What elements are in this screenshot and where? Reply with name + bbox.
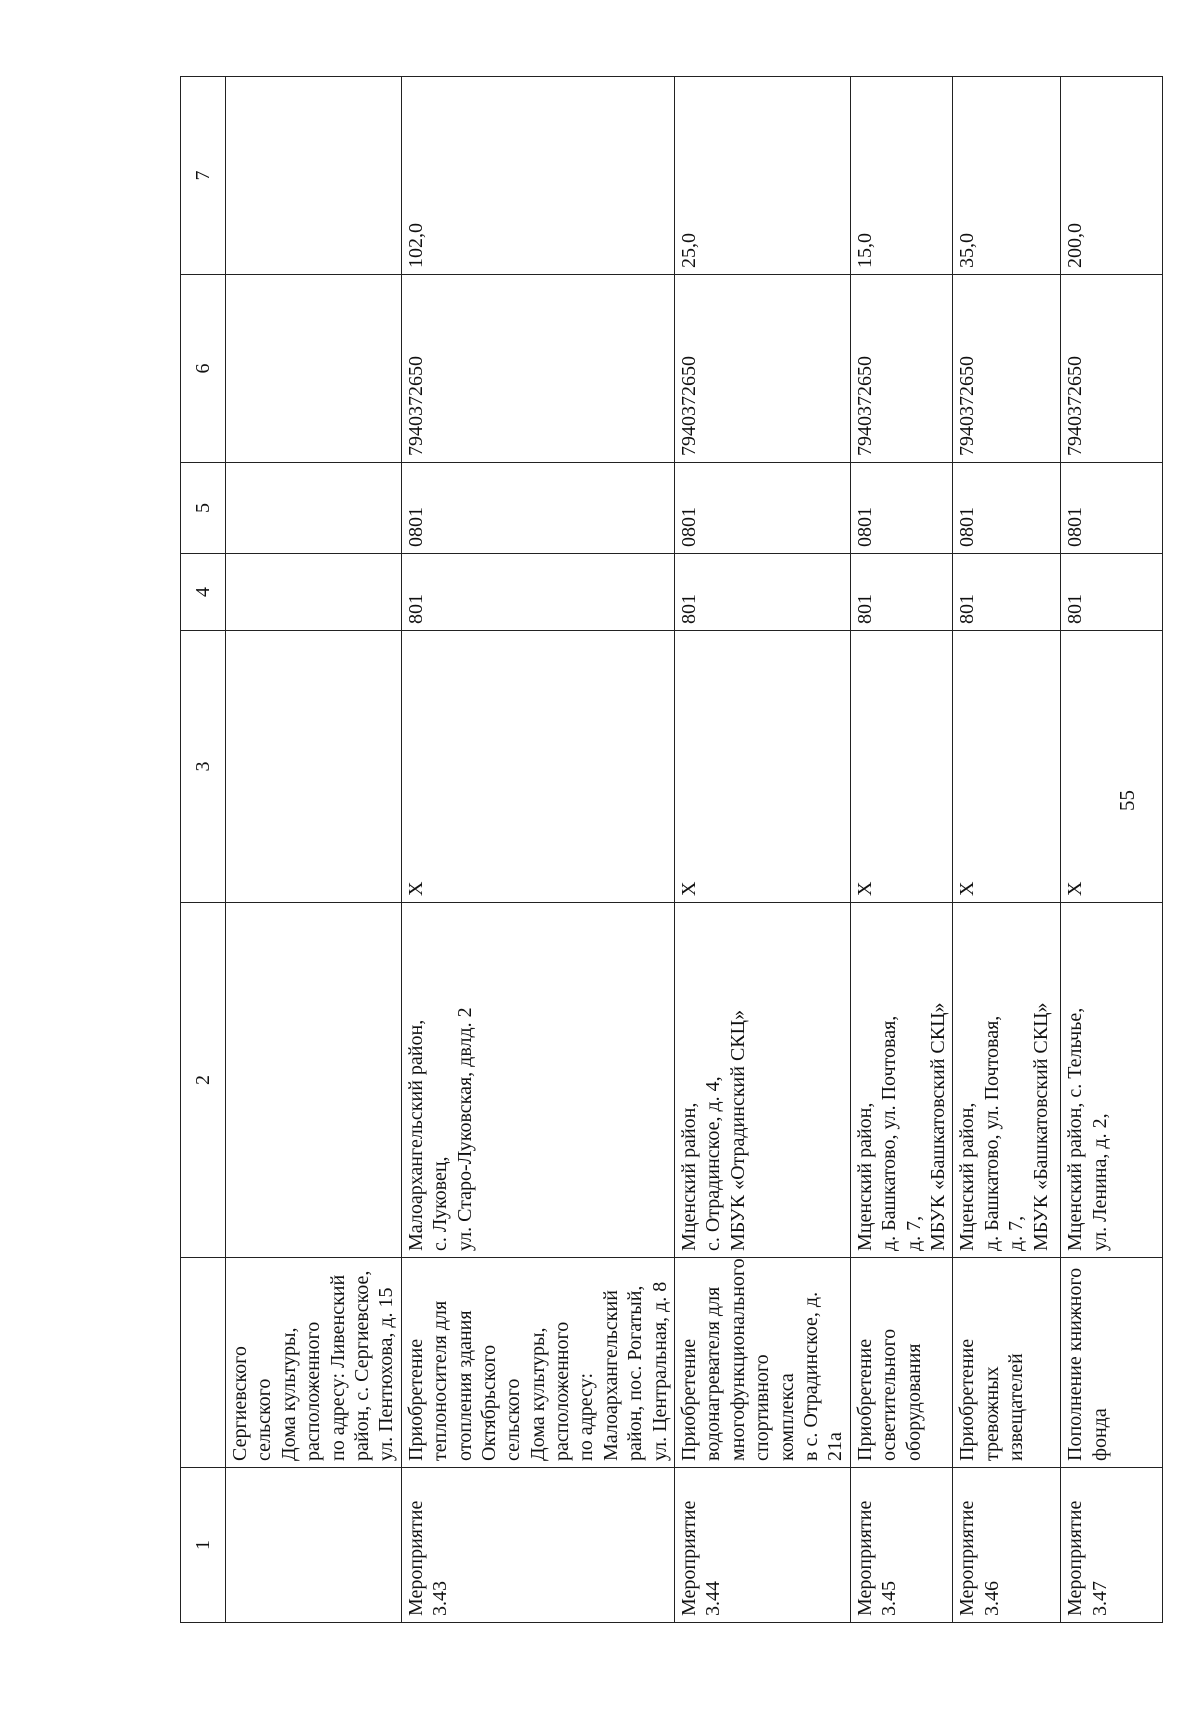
- col7-value: 35,0: [956, 233, 979, 268]
- col5-cell: [675, 463, 851, 554]
- col6-cell: [226, 275, 402, 463]
- address: Мценский район, с. Тельчье, ул. Ленина, д. 2,: [1064, 1007, 1111, 1251]
- activity-id: Мероприятие 3.46: [956, 1500, 1003, 1616]
- table-row: [675, 77, 851, 1623]
- activity-description-cell: [401, 1258, 674, 1468]
- col3-value: Х: [404, 881, 427, 896]
- col6-cell: [675, 275, 851, 463]
- col7-value: 102,0: [404, 223, 427, 268]
- address-cell: [953, 903, 1061, 1258]
- col3-value: Х: [853, 881, 876, 896]
- activity-id-cell: [850, 1468, 953, 1623]
- table-row: [226, 77, 402, 1623]
- budget-table: [180, 76, 1163, 1623]
- col3-value: Х: [956, 881, 979, 896]
- column-header-6: 6: [181, 275, 226, 463]
- activity-description-cell: [226, 1258, 402, 1468]
- activity-id: Мероприятие 3.44: [678, 1500, 725, 1616]
- page-number: 55: [1115, 790, 1139, 811]
- col3-cell: [401, 631, 674, 903]
- col4-cell: [401, 554, 674, 631]
- activity-description: Приобретение тревожных извещателей: [956, 1338, 1028, 1461]
- activity-description-cell: [953, 1258, 1061, 1468]
- col6-value: 7940372650: [404, 356, 427, 456]
- activity-description: Сергиевского сельского Дома культуры, расположенного по адресу: Ливенский район, с. Сергиевское, ул. Пентюхова, д. 15: [229, 1270, 398, 1461]
- col6-value: 7940372650: [678, 356, 701, 456]
- activity-description: Приобретение осветительного оборудования: [853, 1328, 925, 1461]
- table-row: [1061, 77, 1163, 1623]
- activity-description-cell: [850, 1258, 953, 1468]
- column-header-4: 4: [181, 554, 226, 631]
- col4-value: 801: [956, 594, 979, 624]
- activity-id-cell: [401, 1468, 674, 1623]
- col3-cell: [1061, 631, 1163, 903]
- activity-description-cell: [675, 1258, 851, 1468]
- column-header-3: 3: [181, 631, 226, 903]
- col7-cell: [1061, 77, 1163, 275]
- col6-cell: [401, 275, 674, 463]
- col5-cell: [953, 463, 1061, 554]
- activity-description: Приобретение водонагревателя для многофункционального спортивного комплекса в с. Отрадинское, д. 21а: [678, 1258, 847, 1461]
- col6-cell: [953, 275, 1061, 463]
- col5-value: 0801: [1064, 507, 1087, 547]
- col3-cell: [953, 631, 1061, 903]
- col5-cell: [401, 463, 674, 554]
- col5-value: 0801: [956, 507, 979, 547]
- table-row: [850, 77, 953, 1623]
- col4-value: 801: [853, 594, 876, 624]
- col7-cell: [675, 77, 851, 275]
- table-header-row: [181, 77, 226, 1623]
- col7-cell: [850, 77, 953, 275]
- activity-id: Мероприятие 3.43: [404, 1500, 452, 1616]
- col5-value: 0801: [678, 507, 701, 547]
- col6-cell: [850, 275, 953, 463]
- col7-value: 25,0: [678, 233, 701, 268]
- column-header-7: 7: [181, 77, 226, 275]
- col3-cell: [226, 631, 402, 903]
- col5-value: 0801: [404, 507, 427, 547]
- address: Малоархангельский район, с. Луковец, ул. Старо-Луковская, двлд. 2: [404, 1007, 476, 1251]
- activity-id-cell: [226, 1468, 402, 1623]
- col3-value: Х: [678, 881, 701, 896]
- address-cell: [675, 903, 851, 1258]
- col7-cell: [226, 77, 402, 275]
- activity-id: Мероприятие 3.47: [1064, 1500, 1111, 1616]
- col6-value: 7940372650: [956, 356, 979, 456]
- col5-cell: [850, 463, 953, 554]
- activity-id-cell: [953, 1468, 1061, 1623]
- address-cell: [401, 903, 674, 1258]
- col4-cell: [953, 554, 1061, 631]
- table-row: [401, 77, 674, 1623]
- col4-value: 801: [404, 594, 427, 624]
- address: Мценский район, с. Отрадинское, д. 4, МБУК «Отрадинский СКЦ»: [678, 1009, 749, 1251]
- column-header-1: 1: [181, 1468, 226, 1623]
- col6-value: 7940372650: [853, 356, 876, 456]
- col7-value: 15,0: [853, 233, 876, 268]
- col7-cell: [953, 77, 1061, 275]
- col3-value: Х: [1064, 881, 1087, 896]
- address-cell: [226, 903, 402, 1258]
- col5-value: 0801: [853, 507, 876, 547]
- col3-cell: [850, 631, 953, 903]
- col4-cell: [675, 554, 851, 631]
- address: Мценский район, д. Башкатово, ул. Почтовая, д. 7, МБУК «Башкатовский СКЦ»: [956, 1002, 1052, 1251]
- col3-cell: [675, 631, 851, 903]
- address-cell: [850, 903, 953, 1258]
- col5-cell: [226, 463, 402, 554]
- activity-description: Приобретение теплоносителя для отопления здания Октябрьского сельского Дома культуры, расположенного по адресу: Малоархангельский район, пос. Рогатый, ул. Центральная, д. 8: [404, 1281, 671, 1461]
- activity-id-cell: [675, 1468, 851, 1623]
- activity-description: Пополнение книжного фонда: [1064, 1267, 1111, 1461]
- activity-description-cell: [1061, 1258, 1163, 1468]
- col4-cell: [226, 554, 402, 631]
- col4-cell: [850, 554, 953, 631]
- col5-cell: [1061, 463, 1163, 554]
- column-header-2: 2: [181, 903, 226, 1258]
- column-header-5: 5: [181, 463, 226, 554]
- col7-cell: [401, 77, 674, 275]
- column-header-1b: [181, 1258, 226, 1468]
- address-cell: [1061, 903, 1163, 1258]
- col4-cell: [1061, 554, 1163, 631]
- activity-id: Мероприятие 3.45: [853, 1500, 901, 1616]
- col6-value: 7940372650: [1064, 356, 1087, 456]
- col6-cell: [1061, 275, 1163, 463]
- table-row: [953, 77, 1061, 1623]
- col4-value: 801: [678, 594, 701, 624]
- col7-value: 200,0: [1064, 223, 1087, 268]
- col4-value: 801: [1064, 594, 1087, 624]
- address: Мценский район, д. Башкатово, ул. Почтовая, д. 7, МБУК «Башкатовский СКЦ»: [853, 1002, 949, 1251]
- activity-id-cell: [1061, 1468, 1163, 1623]
